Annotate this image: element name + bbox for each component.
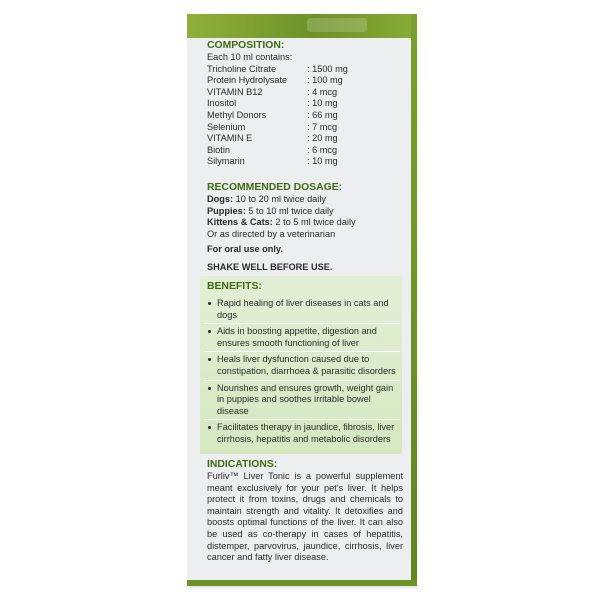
dosage-lines [207,194,403,240]
ingredient-amount: : 4 mcg [307,86,338,97]
label-text-area [207,40,403,274]
composition-row [207,98,403,110]
dosage-label: Dogs: [207,193,234,204]
composition-row [207,156,403,168]
dosage-section [207,182,403,274]
box-bottom-edge [187,580,417,586]
bullet-icon [208,302,211,305]
ingredient-amount: : 66 mg [307,109,338,120]
benefit-item [204,324,400,352]
benefit-text: Aids in boosting appetite, digestion and ensures smooth functioning of liver [217,326,377,348]
dosage-line [207,229,403,241]
box-top-green-strip [187,14,415,38]
shake-well-note: SHAKE WELL BEFORE USE. [207,261,333,272]
composition-row [207,133,403,145]
bullet-icon [208,387,211,390]
benefits-heading: BENEFITS: [207,281,262,292]
indications-heading: INDICATIONS: [207,459,278,470]
composition-heading: COMPOSITION: [207,40,285,51]
dosage-text: 10 to 20 ml twice daily [233,193,326,204]
benefits-list [204,296,400,448]
composition-row [207,122,403,134]
dosage-label: Puppies: [207,205,246,216]
ingredient-name: Biotin [207,144,230,155]
oral-use-note: For oral use only. [207,244,283,255]
composition-row [207,75,403,87]
dosage-text: Or as directed by a veterinarian [207,228,336,239]
benefit-text: Nourishes and ensures growth, weight gain in puppies and soothes irritable bowel disease [217,382,394,416]
ingredient-amount: : 6 mcg [307,144,338,155]
bullet-icon [208,426,211,429]
benefit-item [204,381,400,421]
dosage-line [207,217,403,229]
benefit-item [204,352,400,380]
ingredient-amount: : 10 mg [307,156,338,167]
ingredient-amount: : 10 mg [307,98,338,109]
ingredient-name: VITAMIN E [207,133,253,144]
dosage-text: 2 to 5 ml twice daily [272,217,356,228]
ingredient-name: Inositol [207,98,237,109]
indications-text: Furliv™ Liver Tonic is a powerful supplement meant exclusively for your pet's liver. It helps protect it from toxins, drugs and chemicals to maintain strength and vitality. It detoxifies and boosts optimal functions of the liver. It can also be used as co-therapy in cases of hepatitis, distemper, parvovirus, jaundice, cirrhosis, liver cancer and fatty liver disease. [207,471,403,563]
composition-row [207,145,403,157]
ingredient-amount: : 1500 mg [307,63,348,74]
ingredient-name: VITAMIN B12 [207,86,263,97]
composition-section [207,40,403,168]
ingredient-amount: : 100 mg [307,75,343,86]
benefit-text: Rapid healing of liver diseases in cats and dogs [217,298,389,320]
benefit-item [204,420,400,447]
ingredient-name: Tricholine Citrate [207,63,277,74]
ingredient-name: Protein Hydrolysate [207,75,288,86]
box-right-edge [411,14,417,586]
indications-section [207,459,403,564]
composition-intro: Each 10 ml contains: [207,52,293,62]
ingredient-name: Methyl Donors [207,109,267,120]
benefit-text: Heals liver dysfunction caused due to constipation, diarrhoea & parasitic disorders [217,354,396,376]
dosage-line [207,194,403,206]
composition-row [207,87,403,99]
dosage-heading: RECOMMENDED DOSAGE: [207,181,343,193]
ingredient-amount: : 20 mg [307,133,338,144]
ingredient-name: Silymarin [207,156,245,167]
ingredient-amount: : 7 mcg [307,121,338,132]
composition-table [207,64,403,168]
composition-row [207,110,403,122]
bullet-icon [208,330,211,333]
dosage-text: 5 to 10 ml twice daily [245,205,334,216]
benefit-item [204,296,400,324]
benefit-text: Facilitates therapy in jaundice, fibrosis, liver cirrhosis, hepatitis and metabolic disorders [217,422,395,444]
dosage-line [207,206,403,218]
ingredient-name: Selenium [207,121,246,132]
strip-sheen [307,18,367,32]
composition-row [207,64,403,76]
dosage-label: Kittens & Cats: [207,217,273,228]
bullet-icon [208,358,211,361]
